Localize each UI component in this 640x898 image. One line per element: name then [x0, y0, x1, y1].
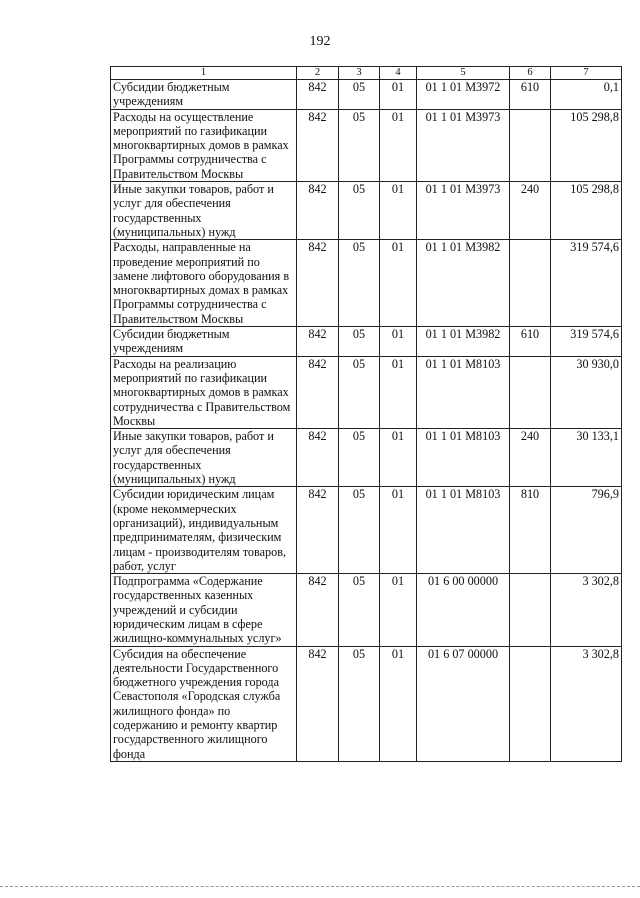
row-name: Подпрограмма «Содержание государственных казенных учреждений и субсидии юридическим лицам в сфере жилищно-коммунальных услуг»	[111, 574, 297, 646]
cell-section: 05	[339, 80, 380, 110]
column-header-2: 2	[297, 67, 339, 80]
cell-department: 842	[297, 109, 339, 181]
row-name: Иные закупки товаров, работ и услуг для обеспечения государственных (муниципальных) нужд	[111, 182, 297, 240]
cell-amount: 796,9	[551, 487, 622, 574]
cell-expense-type: 610	[510, 327, 551, 357]
cell-target-article: 01 1 01 М3973	[417, 182, 510, 240]
cell-target-article: 01 1 01 М3982	[417, 327, 510, 357]
row-name: Субсидии юридическим лицам (кроме некоммерческих организаций), индивидуальным предпринимателям, физическим лицам - производителям товаров, работ, услуг	[111, 487, 297, 574]
table-row	[111, 327, 622, 357]
row-name: Иные закупки товаров, работ и услуг для обеспечения государственных (муниципальных) нужд	[111, 429, 297, 487]
budget-table	[110, 66, 622, 762]
cell-expense-type	[510, 574, 551, 646]
row-name: Расходы на осуществление мероприятий по газификации многоквартирных домов в рамках Программы сотрудничества с Правительством Москвы	[111, 109, 297, 181]
cell-subsection: 01	[380, 327, 417, 357]
column-header-5: 5	[417, 67, 510, 80]
row-name: Субсидии бюджетным учреждениям	[111, 80, 297, 110]
column-header-1: 1	[111, 67, 297, 80]
cell-target-article: 01 6 00 00000	[417, 574, 510, 646]
cell-subsection: 01	[380, 80, 417, 110]
cell-expense-type	[510, 356, 551, 428]
cell-department: 842	[297, 182, 339, 240]
scan-edge-line	[0, 886, 640, 887]
column-header-4: 4	[380, 67, 417, 80]
cell-department: 842	[297, 646, 339, 761]
cell-subsection: 01	[380, 487, 417, 574]
column-header-6: 6	[510, 67, 551, 80]
cell-amount: 3 302,8	[551, 646, 622, 761]
cell-section: 05	[339, 327, 380, 357]
cell-department: 842	[297, 574, 339, 646]
cell-amount: 319 574,6	[551, 240, 622, 327]
cell-expense-type	[510, 109, 551, 181]
cell-expense-type: 610	[510, 80, 551, 110]
cell-target-article: 01 1 01 М8103	[417, 356, 510, 428]
cell-section: 05	[339, 356, 380, 428]
cell-expense-type	[510, 646, 551, 761]
cell-subsection: 01	[380, 356, 417, 428]
column-header-7: 7	[551, 67, 622, 80]
cell-subsection: 01	[380, 240, 417, 327]
cell-section: 05	[339, 429, 380, 487]
row-name: Расходы, направленные на проведение мероприятий по замене лифтового оборудования в многоквартирных домах в рамках Программы сотрудничества с Правительством Москвы	[111, 240, 297, 327]
cell-target-article: 01 1 01 М3982	[417, 240, 510, 327]
table-row	[111, 240, 622, 327]
cell-target-article: 01 6 07 00000	[417, 646, 510, 761]
cell-amount: 30 930,0	[551, 356, 622, 428]
row-name: Субсидии бюджетным учреждениям	[111, 327, 297, 357]
table-row	[111, 646, 622, 761]
cell-department: 842	[297, 356, 339, 428]
cell-section: 05	[339, 487, 380, 574]
cell-amount: 105 298,8	[551, 182, 622, 240]
cell-amount: 30 133,1	[551, 429, 622, 487]
cell-expense-type: 240	[510, 429, 551, 487]
cell-subsection: 01	[380, 646, 417, 761]
cell-amount: 105 298,8	[551, 109, 622, 181]
cell-subsection: 01	[380, 429, 417, 487]
cell-target-article: 01 1 01 М3972	[417, 80, 510, 110]
table-row	[111, 356, 622, 428]
page-number: 192	[309, 34, 331, 49]
cell-amount: 3 302,8	[551, 574, 622, 646]
cell-amount: 319 574,6	[551, 327, 622, 357]
cell-department: 842	[297, 429, 339, 487]
cell-expense-type	[510, 240, 551, 327]
table-row	[111, 182, 622, 240]
cell-target-article: 01 1 01 М8103	[417, 429, 510, 487]
table-row	[111, 487, 622, 574]
cell-department: 842	[297, 327, 339, 357]
cell-expense-type: 240	[510, 182, 551, 240]
cell-amount: 0,1	[551, 80, 622, 110]
cell-target-article: 01 1 01 М3973	[417, 109, 510, 181]
table-row	[111, 80, 622, 110]
row-name: Субсидия на обеспечение деятельности Государственного бюджетного учреждения города Севастополя «Городская служба жилищного фонда» по содержанию и ремонту квартир государственного жилищного фонда	[111, 646, 297, 761]
cell-subsection: 01	[380, 182, 417, 240]
cell-section: 05	[339, 240, 380, 327]
header-row	[111, 67, 622, 80]
table-row	[111, 429, 622, 487]
cell-section: 05	[339, 646, 380, 761]
cell-department: 842	[297, 240, 339, 327]
cell-section: 05	[339, 109, 380, 181]
cell-department: 842	[297, 80, 339, 110]
cell-subsection: 01	[380, 109, 417, 181]
row-name: Расходы на реализацию мероприятий по газификации многоквартирных домов в рамках сотрудничества с Правительством Москвы	[111, 356, 297, 428]
table-row	[111, 574, 622, 646]
cell-section: 05	[339, 574, 380, 646]
cell-department: 842	[297, 487, 339, 574]
cell-expense-type: 810	[510, 487, 551, 574]
cell-subsection: 01	[380, 574, 417, 646]
cell-section: 05	[339, 182, 380, 240]
cell-target-article: 01 1 01 М8103	[417, 487, 510, 574]
column-header-3: 3	[339, 67, 380, 80]
table-row	[111, 109, 622, 181]
